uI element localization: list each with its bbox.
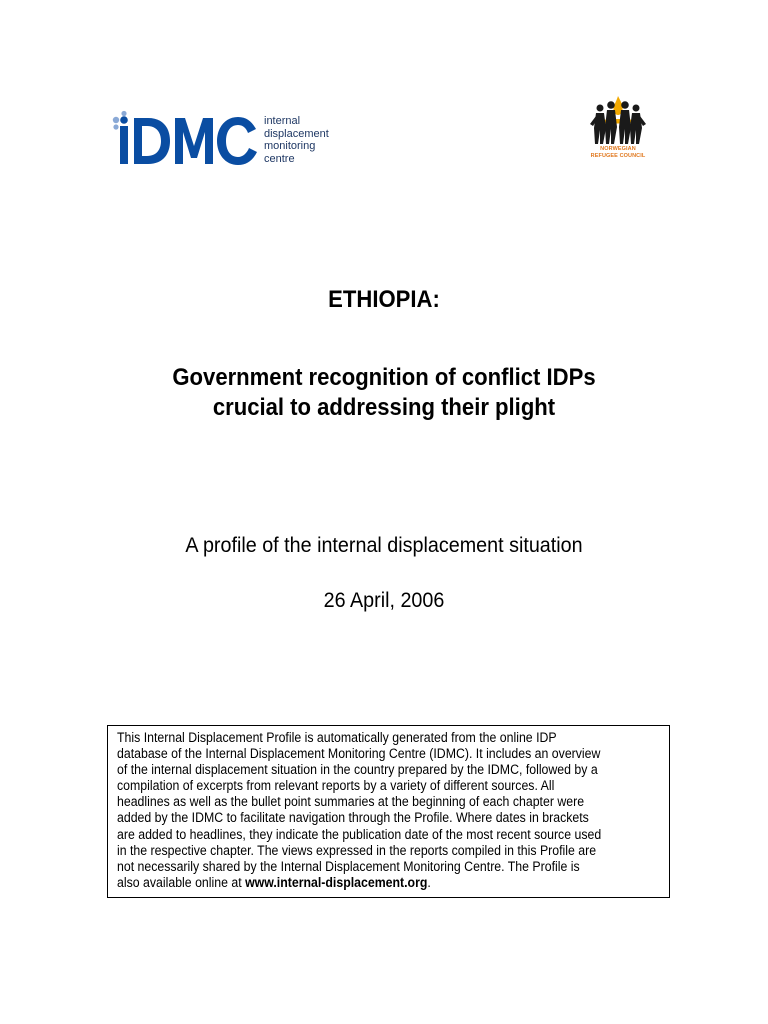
idmc-tagline-line: monitoring <box>264 140 316 152</box>
idmc-tagline-line: centre <box>264 152 295 165</box>
disclaimer-line: added by the IDMC to facilitate navigation through the Profile. Where dates in brackets <box>117 810 589 826</box>
report-headline-line: Government recognition of conflict IDPs <box>172 364 596 391</box>
disclaimer-link-prefix: also available online at <box>117 874 246 890</box>
report-headline-line: crucial to addressing their plight <box>212 394 556 421</box>
report-subtitle: A profile of the internal displacement situation <box>185 534 583 557</box>
country-title: ETHIOPIA: <box>328 286 440 313</box>
nrc-logo-text-line: NORWEGIAN <box>600 146 636 152</box>
disclaimer-line: headlines as well as the bullet point summaries at the beginning of each chapter were <box>117 794 585 810</box>
disclaimer-line: in the respective chapter. The views expressed in the reports compiled in this Profile are <box>117 842 597 858</box>
nrc-logo-text <box>582 146 654 160</box>
idmc-tagline <box>264 115 354 165</box>
disclaimer-link-suffix: . <box>427 874 431 890</box>
nrc-figures-icon <box>584 94 652 146</box>
disclaimer-line: not necessarily shared by the Internal Displacement Monitoring Centre. The Profile is <box>117 858 580 874</box>
report-date: 26 April, 2006 <box>323 589 445 612</box>
disclaimer-last-line <box>117 875 625 891</box>
idmc-tagline-line: displacement <box>264 127 329 140</box>
idmc-wordmark-logo <box>112 110 262 172</box>
website-link[interactable]: www.internal-displacement.org <box>245 874 428 890</box>
nrc-logo-text-line: REFUGEE COUNCIL <box>590 153 646 159</box>
disclaimer-box <box>107 725 670 898</box>
disclaimer-line: database of the Internal Displacement Monitoring Centre (IDMC). It includes an overview <box>117 746 601 762</box>
idmc-logo <box>112 110 352 172</box>
disclaimer-line: are added to headlines, they indicate the publication date of the most recent source used <box>117 826 602 842</box>
disclaimer-line: This Internal Displacement Profile is automatically generated from the online IDP <box>117 730 557 745</box>
nrc-logo <box>582 94 654 170</box>
disclaimer-line: compilation of excerpts from relevant reports by a variety of different sources. All <box>117 778 555 794</box>
disclaimer-line: of the internal displacement situation in the country prepared by the IDMC, followed by a <box>117 762 598 778</box>
idmc-tagline-line: internal <box>264 115 301 127</box>
report-headline <box>31 363 738 423</box>
